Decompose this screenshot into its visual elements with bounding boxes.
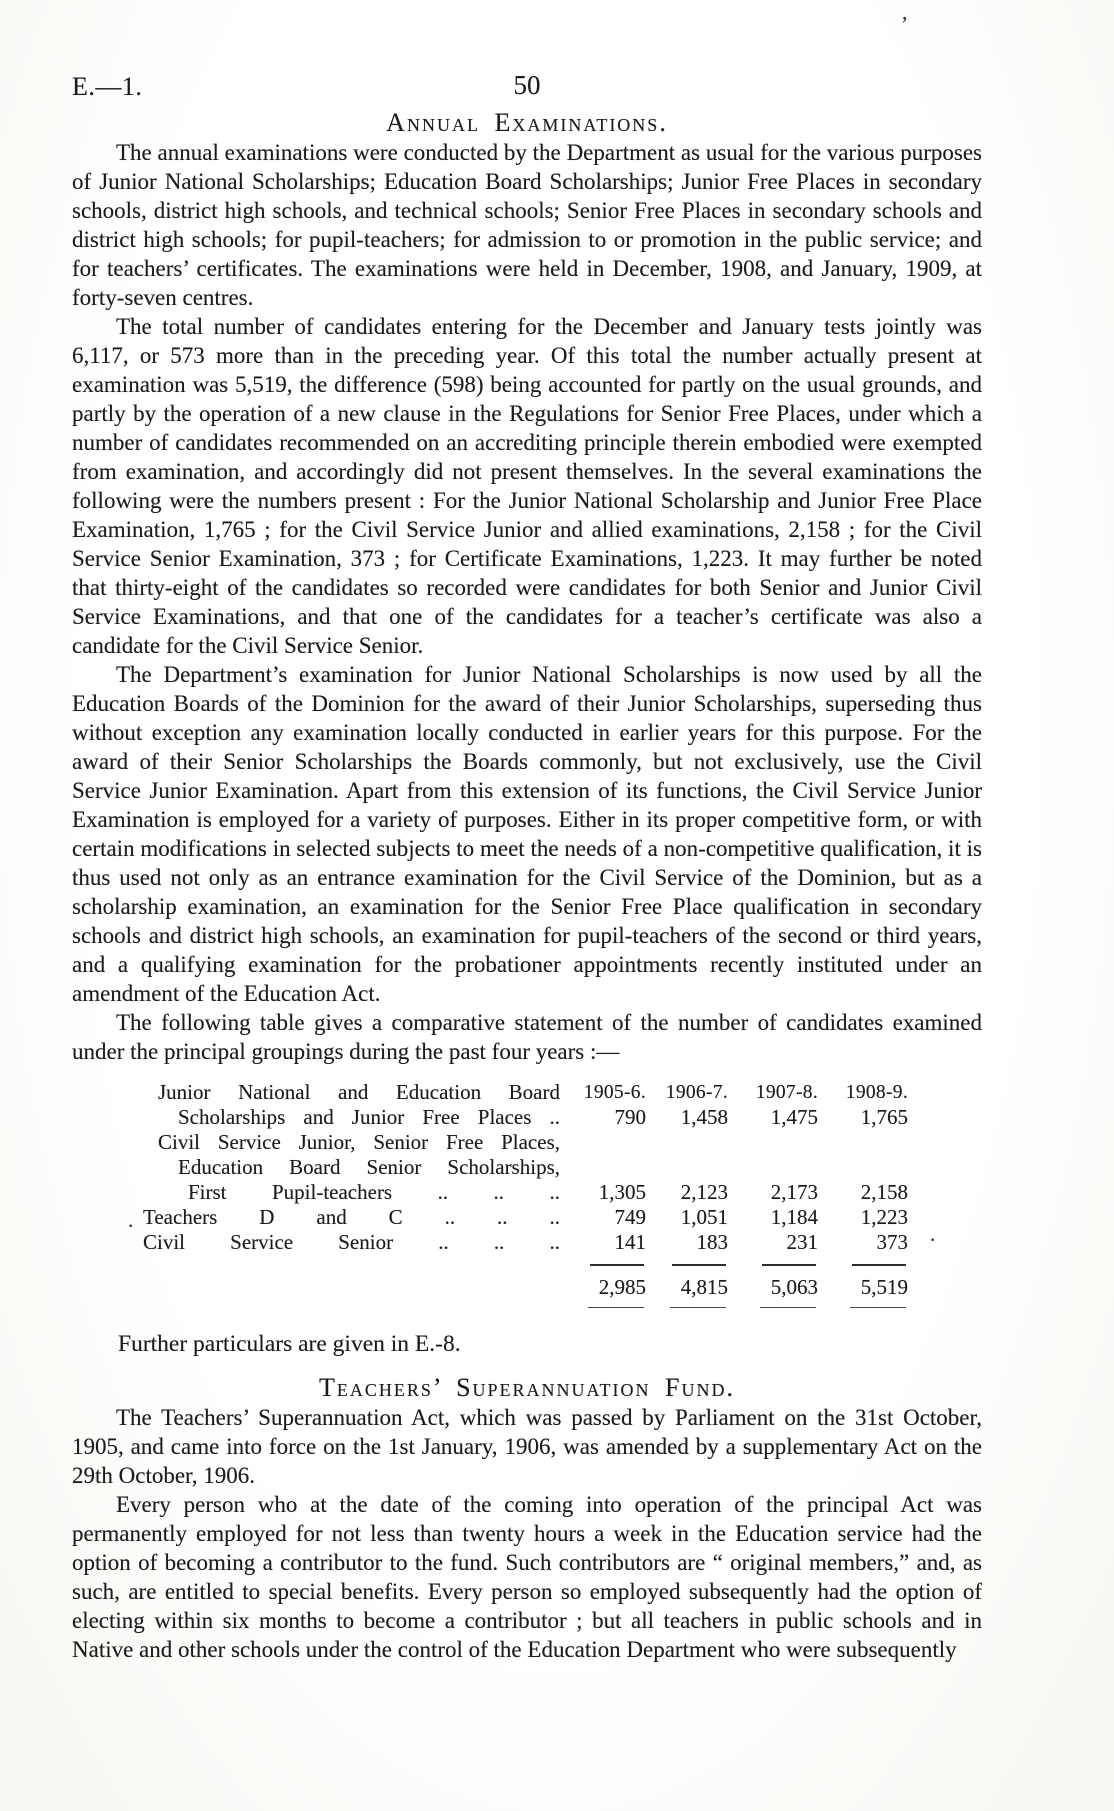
page-number: 50 — [513, 70, 541, 100]
sum-rule — [762, 1264, 816, 1266]
closing-rule — [588, 1307, 644, 1308]
table-rule-row — [143, 1300, 982, 1320]
closing-rule — [850, 1307, 906, 1308]
column-header: 1905-6. — [583, 1082, 646, 1103]
scan-artifact: . — [128, 1208, 134, 1232]
column-header: 1908-9. — [845, 1082, 908, 1103]
column-header: 1906-7. — [665, 1082, 728, 1103]
table-cell: 1,475 — [770, 1105, 818, 1129]
candidates-comparative-table — [143, 1080, 982, 1320]
table-row — [143, 1080, 982, 1105]
table-cell: 141 — [614, 1230, 646, 1254]
paragraph-contributors: Every person who at the date of the coming into operation of the principal Act was permanently employed for not less than twenty hours a week in the Education service had the option of becoming a contributor to the fund. Such contributors are “ original members,” and, as such, are entitled to special benefits. Every person so employed subsequently had the option of electing within six months to become a contributor ; but all teachers in public schools and in Native and other schools under the control of the Education Department who were subsequently — [72, 1492, 982, 1662]
table-cell: 1,184 — [770, 1205, 818, 1229]
paragraph-candidate-numbers: The total number of candidates entering for the December and January tests jointly was 6,117, or 573 more than in the preceding year. Of this total the number actually present at examination was 5,519, the difference (598) being accounted for partly on the usual grounds, and partly by the operation of a new clause in the Regulations for Senior Free Places, under which a number of candidates recommended on an accrediting principle therein embodied were exempted from examination, and accordingly did not present themselves. In the several examinations the following were the numbers present : For the Junior National Scholarship and Junior Free Place Examination, 1,765 ; for the Civil Service Junior and allied examinations, 2,158 ; for the Civil Service Senior Examination, 373 ; for Certificate Examinations, 1,223. It may further be noted that thirty-eight of the candidates so recorded were candidates for both Senior and Junior Civil Service Examinations, and that one of the candidates for a teacher’s certificate was also a candidate for the Civil Service Senior. — [72, 314, 982, 658]
row-label: Scholarships and Junior Free Places .. — [178, 1105, 560, 1129]
row-label: First Pupil-teachers .. .. .. — [188, 1180, 560, 1204]
total-cell: 2,985 — [598, 1275, 646, 1299]
row-label: Education Board Senior Scholarships, — [178, 1155, 560, 1179]
table-cell: 183 — [696, 1230, 728, 1254]
table-cell: 1,051 — [680, 1205, 728, 1229]
total-cell: 5,519 — [860, 1275, 908, 1299]
table-cell: 749 — [614, 1205, 646, 1229]
scan-artifact: . — [930, 1222, 936, 1246]
table-row — [143, 1205, 982, 1230]
closing-rule — [760, 1307, 816, 1308]
table-cell: 2,123 — [680, 1180, 728, 1204]
table-cell: 1,223 — [860, 1205, 908, 1229]
table-cell: 2,173 — [770, 1180, 818, 1204]
table-cell: 1,458 — [680, 1105, 728, 1129]
total-cell: 4,815 — [680, 1275, 728, 1299]
paragraph-examination-uses: The Department’s examination for Junior National Scholarships is now used by all the Education Boards of the Dominion for the award of their Junior Scholarships, superseding thus without exception any examination locally conducted in earlier years for this purpose. For the award of their Senior Scholarships the Boards commonly, but not exclusively, use the Civil Service Junior Examination. Apart from this extension of its functions, the Civil Service Junior Examination is employed for a variety of purposes. Either in its proper competitive form, or with certain modifications in selected subjects to meet the needs of a non-competitive qualification, it is thus used not only as an entrance examination for the Civil Service of the Dominion, but as a scholarship examination, an examination for the Senior Free Place qualification in secondary schools and district high schools, an examination for pupil-teachers of the second or third years, and a qualifying examination for the probationer appointments recently instituted under an amendment of the Education Act. — [72, 662, 982, 1006]
further-particulars-note: Further particulars are given in E.-8. — [118, 1331, 461, 1357]
table-row — [143, 1105, 982, 1130]
table-row — [143, 1155, 982, 1180]
paragraph-table-intro: The following table gives a comparative statement of the number of candidates examined under the principal groupings during the past four years :— — [72, 1010, 982, 1064]
page-content — [72, 0, 982, 1664]
table-cell: 373 — [876, 1230, 908, 1254]
sum-rule — [590, 1264, 644, 1266]
row-label: Civil Service Junior, Senior Free Places, — [158, 1130, 560, 1154]
document-reference: E.—1. — [72, 72, 143, 101]
row-label: Teachers D and C .. .. .. — [143, 1205, 560, 1229]
section-heading-annual-examinations: Annual Examinations. — [386, 108, 668, 137]
table-cell: 1,765 — [860, 1105, 908, 1129]
sum-rule — [672, 1264, 726, 1266]
table-row — [143, 1180, 982, 1205]
paragraph-examinations-overview: The annual examinations were conducted by the Department as usual for the various purposes of Junior National Scholarships; Education Board Scholarships; Junior Free Places in secondary schools, district high schools, and technical schools; Senior Free Places in secondary schools and district high schools; for pupil-teachers; for admission to or promotion in the public service; and for teachers’ certificates. The examinations were held in December, 1908, and January, 1909, at forty-seven centres. — [72, 140, 982, 310]
table-cell: 790 — [614, 1105, 646, 1129]
table-cell: 1,305 — [598, 1180, 646, 1204]
sum-rule — [852, 1264, 906, 1266]
table-row — [143, 1130, 982, 1155]
page-header — [72, 0, 982, 108]
total-cell: 5,063 — [770, 1275, 818, 1299]
column-header: 1907-8. — [755, 1082, 818, 1103]
row-label: Junior National and Education Board — [158, 1080, 560, 1104]
row-label: Civil Service Senior .. .. .. — [143, 1230, 560, 1254]
table-cell: 2,158 — [860, 1180, 908, 1204]
table-rule-row — [143, 1255, 982, 1273]
table-row — [143, 1230, 982, 1255]
scan-artifact: ’ — [901, 12, 908, 36]
closing-rule — [670, 1307, 726, 1308]
table-totals-row — [143, 1273, 982, 1300]
table-cell: 231 — [786, 1230, 818, 1254]
section-heading-teachers-superannuation-fund: Teachers’ Superannuation Fund. — [318, 1373, 736, 1402]
paragraph-superannuation-act: The Teachers’ Superannuation Act, which was passed by Parliament on the 31st October, 1905, and came into force on the 1st January, 1906, was amended by a supplementary Act on the 29th October, 1906. — [72, 1405, 982, 1488]
